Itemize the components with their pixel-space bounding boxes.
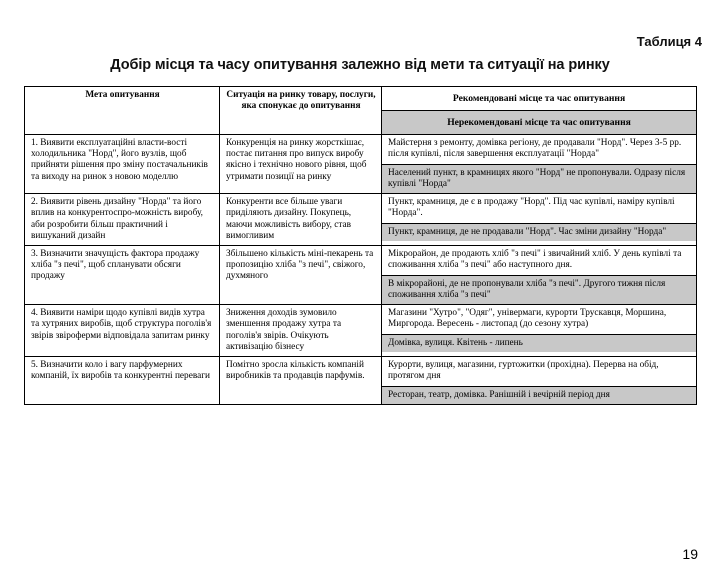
table-row bbox=[25, 135, 697, 194]
cell-not-recommended: Населений пункт, в крамницях якого "Норд" не пропонували. Одразу після купівлі "Норда" bbox=[382, 164, 696, 193]
cell-places bbox=[382, 135, 697, 194]
column-header-situation: Ситуація на ринку товару, послуги, яка спонукає до опитування bbox=[220, 87, 382, 135]
table-body bbox=[25, 135, 697, 405]
cell-situation: Помітно зросла кількість компаній виробників та продавців парфумів. bbox=[220, 357, 382, 405]
places-recommended-row bbox=[382, 357, 696, 386]
cell-places bbox=[382, 357, 697, 405]
cell-not-recommended: Ресторан, театр, домівка. Ранішній і вечірній період дня bbox=[382, 386, 696, 404]
page-number: 19 bbox=[682, 546, 698, 562]
table-caption: Таблиця 4 bbox=[636, 34, 702, 49]
page-title: Добір місця та часу опитування залежно від мети та ситуації на ринку bbox=[110, 57, 610, 73]
places-not-recommended-row bbox=[382, 164, 696, 193]
places-recommended-row bbox=[382, 194, 696, 223]
cell-situation: Зниження доходів зумовило зменшення продажу хутра та поголів'я звірів. Очікують активізацію бізнесу bbox=[220, 305, 382, 357]
survey-table-container bbox=[24, 86, 696, 405]
table-row bbox=[25, 305, 697, 357]
cell-goal: 2. Виявити рівень дизайну "Норда" та його вплив на конкурентоспро-можність виробу, аби розробити більш практичний і вишуканий дизайн bbox=[25, 194, 220, 246]
table-row bbox=[25, 246, 697, 305]
cell-recommended: Пункт, крамниця, де є в продажу "Норд". Під час купівлі, наміру купівлі "Норда". bbox=[382, 194, 696, 223]
cell-places bbox=[382, 194, 697, 246]
survey-table bbox=[24, 86, 697, 405]
places-split bbox=[382, 194, 696, 241]
places-split bbox=[382, 135, 696, 193]
table-row bbox=[25, 357, 697, 405]
places-split bbox=[382, 305, 696, 352]
cell-not-recommended: В мікрорайоні, де не пропонували хліба "з печі". Другого тижня після споживання хліба "з печі" bbox=[382, 275, 696, 304]
places-split bbox=[382, 357, 696, 404]
cell-places bbox=[382, 305, 697, 357]
column-header-not-recommended: Нерекомендовані місце та час опитування bbox=[382, 111, 696, 134]
cell-not-recommended: Домівка, вулиця. Квітень - липень bbox=[382, 334, 696, 352]
cell-recommended: Курорти, вулиця, магазини, гуртожитки (прохідна). Перерва на обід, протягом дня bbox=[382, 357, 696, 386]
document-page bbox=[0, 34, 720, 574]
cell-goal: 4. Виявити наміри щодо купівлі видів хутра та хутряних виробів, щоб структура поголів'я звірів звіроферми відповідала запитам ринку bbox=[25, 305, 220, 357]
cell-not-recommended: Пункт, крамниця, де не продавали "Норд". Час зміни дизайну "Норда" bbox=[382, 223, 696, 241]
cell-goal: 5. Визначити коло і вагу парфумерних компаній, їх виробів та конкурентні переваги bbox=[25, 357, 220, 405]
table-head bbox=[25, 87, 697, 135]
column-header-recommended: Рекомендовані місце та час опитування bbox=[382, 87, 696, 111]
table-header-row bbox=[25, 87, 697, 135]
column-header-places bbox=[382, 87, 697, 135]
places-split bbox=[382, 246, 696, 304]
cell-places bbox=[382, 246, 697, 305]
cell-goal: 1. Виявити експлуатаційні власти-вості холодильника "Норд", його вузлів, щоб прийняти рішення про зміну постачальників та виходу на ринок з новою моделлю bbox=[25, 135, 220, 194]
cell-situation: Конкуренти все більше уваги приділяють дизайну. Покупець, маючи можливість вибору, став вимогливим bbox=[220, 194, 382, 246]
places-not-recommended-row bbox=[382, 386, 696, 404]
cell-recommended: Майстерня з ремонту, домівка регіону, де продавали "Норд". Через 3-5 рр. після купівлі, після завершення експлуатації "Норда" bbox=[382, 135, 696, 164]
places-not-recommended-row bbox=[382, 275, 696, 304]
cell-situation: Збільшено кількість міні-пекарень та пропозицію хліба "з печі", свіжого, духмяного bbox=[220, 246, 382, 305]
table-row bbox=[25, 194, 697, 246]
places-recommended-row bbox=[382, 135, 696, 164]
cell-recommended: Магазини "Хутро", "Одяг", універмаги, курорти Трускавця, Моршина, Миргорода. Вересень - листопад (до сезону хутра) bbox=[382, 305, 696, 334]
places-not-recommended-row bbox=[382, 334, 696, 352]
cell-recommended: Мікрорайон, де продають хліб "з печі" і звичайний хліб. У день купівлі та споживання хліба "з печі" або наступного дня. bbox=[382, 246, 696, 275]
cell-goal: 3. Визначити значущість фактора продажу хліба "з печі", щоб спланувати обсяги продажу bbox=[25, 246, 220, 305]
places-recommended-row bbox=[382, 246, 696, 275]
column-header-goal: Мета опитування bbox=[25, 87, 220, 135]
cell-situation: Конкуренція на ринку жорсткішає, постає питання про випуск виробу якісно і технічно нового рівня, щоб утримати позиції на ринку bbox=[220, 135, 382, 194]
places-not-recommended-row bbox=[382, 223, 696, 241]
places-recommended-row bbox=[382, 305, 696, 334]
